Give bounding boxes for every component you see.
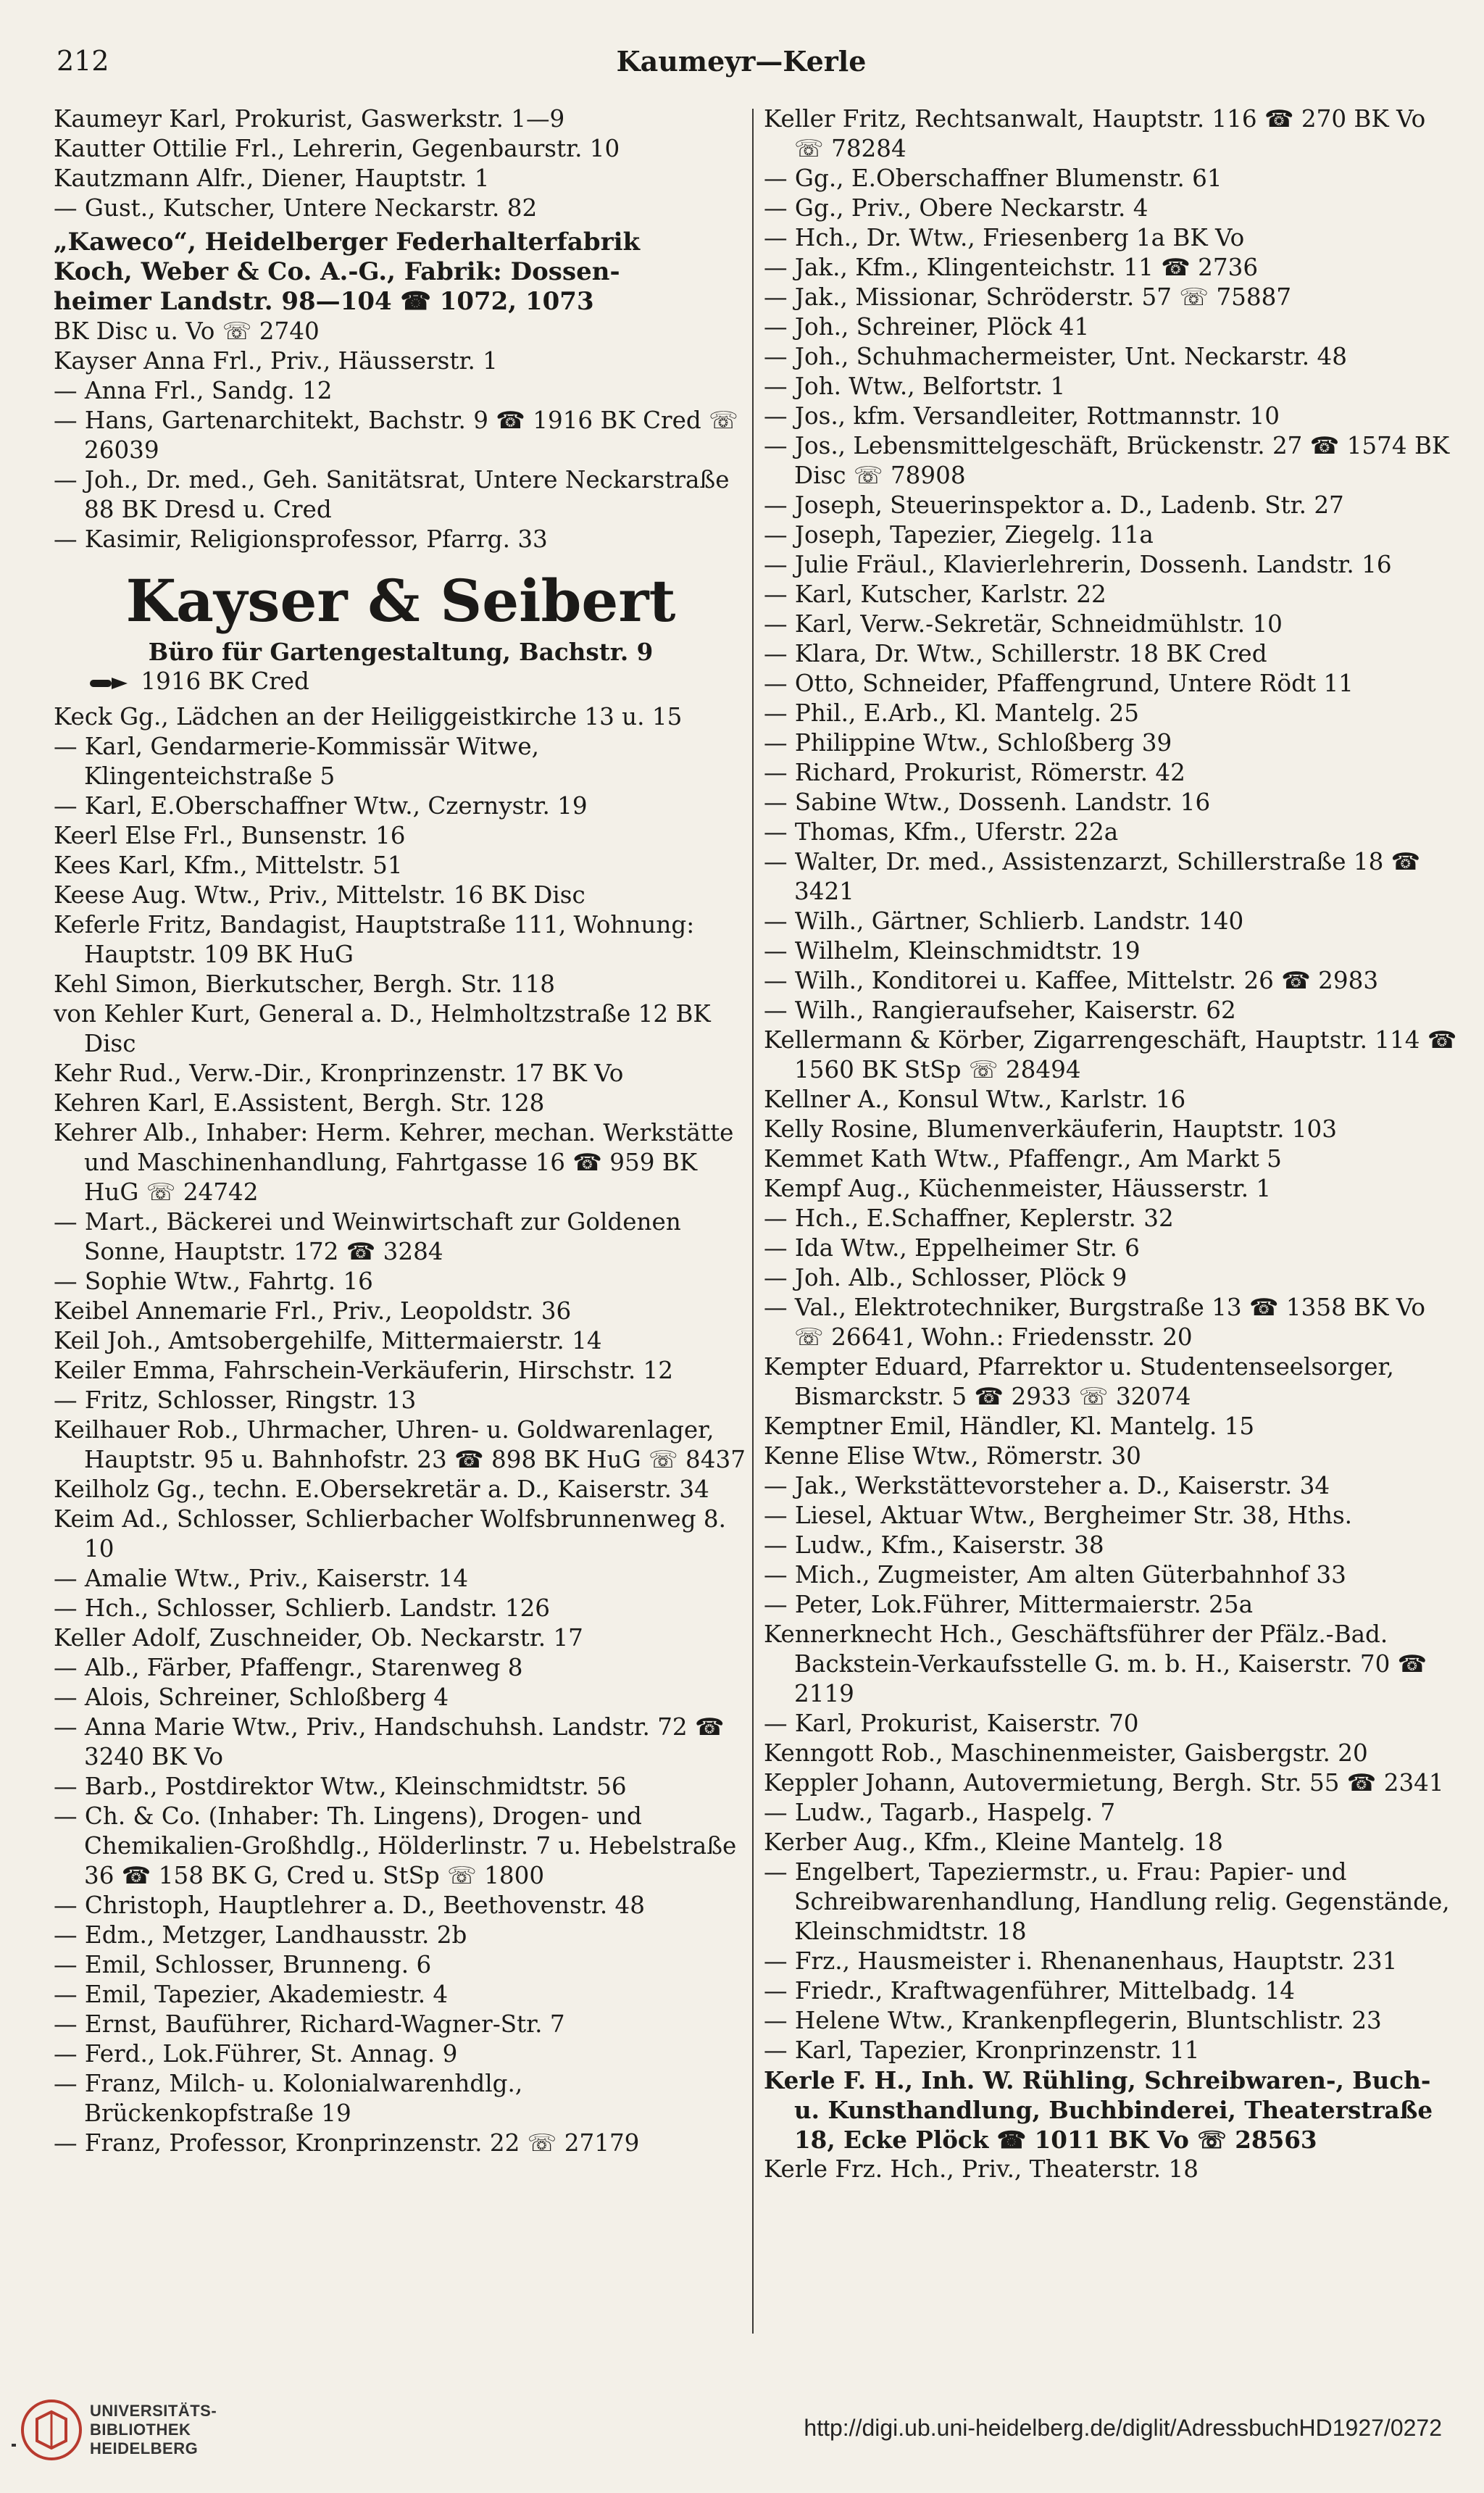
directory-entry: — Ernst, Bauführer, Richard-Wagner-Str. 7 <box>54 2010 565 2038</box>
kaweco-line-4: BK Disc u. Vo ☏ 2740 <box>54 317 320 345</box>
directory-entry: Keppler Johann, Autovermietung, Bergh. Str. 55 ☎ 2341 <box>764 1769 1444 1797</box>
directory-entry: Kehrer Alb., Inhaber: Herm. Kehrer, mechan. Werkstätte und Maschinenhandlung, Fahrtgasse 16 ☎ 959 BK HuG ☏ 24742 <box>54 1119 734 1206</box>
directory-entry: — Otto, Schneider, Pfaffengrund, Untere Rödt 11 <box>764 670 1354 697</box>
directory-entry: — Jos., Lebensmittelgeschäft, Brückenstr. 27 ☎ 1574 BK Disc ☏ 78908 <box>764 432 1450 489</box>
directory-entry: Kelly Rosine, Blumenverkäuferin, Hauptstr. 103 <box>764 1115 1337 1143</box>
directory-entry: — Thomas, Kfm., Uferstr. 22a <box>764 818 1119 846</box>
directory-entry: Kees Karl, Kfm., Mittelstr. 51 <box>54 852 403 879</box>
directory-entry: — Mart., Bäckerei und Weinwirtschaft zur Goldenen Sonne, Hauptstr. 172 ☎ 3284 <box>54 1208 681 1265</box>
directory-entry: — Helene Wtw., Krankenpflegerin, Bluntschlistr. 23 <box>764 2007 1382 2034</box>
directory-entry: — Karl, Gendarmerie-Kommissär Witwe, Klingenteichstraße 5 <box>54 733 539 790</box>
directory-entry: — Hch., Schlosser, Schlierb. Landstr. 126 <box>54 1594 551 1622</box>
directory-entry: — Fritz, Schlosser, Ringstr. 13 <box>54 1386 417 1414</box>
left-entries-c <box>54 702 748 2158</box>
directory-entry: — Richard, Prokurist, Römerstr. 42 <box>764 759 1185 786</box>
kayser-seibert-ad <box>54 565 748 696</box>
directory-entry: Keim Ad., Schlosser, Schlierbacher Wolfsbrunnenweg 8. 10 <box>54 1505 726 1562</box>
directory-entry: — Phil., E.Arb., Kl. Mantelg. 25 <box>764 699 1139 727</box>
directory-entry: Kehren Karl, E.Assistent, Bergh. Str. 128 <box>54 1089 545 1117</box>
left-column <box>54 104 748 2158</box>
directory-entry: — Franz, Professor, Kronprinzenstr. 22 ☏ 27179 <box>54 2129 640 2157</box>
kaweco-ad <box>54 228 748 346</box>
university-library-logo-icon <box>19 2397 84 2463</box>
directory-entry: — Ida Wtw., Eppelheimer Str. 6 <box>764 1234 1140 1262</box>
directory-entry: Keferle Fritz, Bandagist, Hauptstraße 111, Wohnung: Hauptstr. 109 BK HuG <box>54 911 695 968</box>
directory-entry: — Sabine Wtw., Dossenh. Landstr. 16 <box>764 788 1211 816</box>
directory-entry: Kautter Ottilie Frl., Lehrerin, Gegenbaurstr. 10 <box>54 135 620 162</box>
directory-entry: — Friedr., Kraftwagenführer, Mittelbadg. 14 <box>764 1977 1296 2005</box>
kaweco-line-1: „Kaweco“, Heidelberger Federhalterfabrik <box>54 228 641 257</box>
directory-entry: — Joseph, Steuerinspektor a. D., Ladenb. Str. 27 <box>764 491 1344 519</box>
directory-entry: — Emil, Tapezier, Akademiestr. 4 <box>54 1981 449 2008</box>
directory-entry: Kenngott Rob., Maschinenmeister, Gaisbergstr. 20 <box>764 1739 1368 1767</box>
directory-entry: — Joh., Schreiner, Plöck 41 <box>764 313 1090 341</box>
directory-entry: — Wilhelm, Kleinschmidtstr. 19 <box>764 937 1141 965</box>
directory-entry: Keilholz Gg., techn. E.Obersekretär a. D., Kaiserstr. 34 <box>54 1476 709 1503</box>
directory-entry: Keibel Annemarie Frl., Priv., Leopoldstr. 36 <box>54 1297 572 1325</box>
column-divider <box>752 109 754 2334</box>
directory-entry: — Ludw., Tagarb., Haspelg. 7 <box>764 1799 1116 1826</box>
kayser-seibert-phone: 1916 BK Cred <box>141 667 309 695</box>
directory-entry: — Peter, Lok.Führer, Mittermaierstr. 25a <box>764 1591 1254 1618</box>
directory-entry: — Ferd., Lok.Führer, St. Annag. 9 <box>54 2040 458 2068</box>
institution-line-1: UNIVERSITÄTS- <box>90 2402 217 2420</box>
margin-mark <box>12 2444 16 2447</box>
directory-entry: Kehr Rud., Verw.-Dir., Kronprinzenstr. 17 BK Vo <box>54 1060 624 1087</box>
directory-entry: Kennerknecht Hch., Geschäftsführer der Pfälz.-Bad. Backstein-Verkaufsstelle G. m. b. H., Kaiserstr. 70 ☎ 2119 <box>764 1620 1427 1707</box>
kaweco-line-2: Koch, Weber & Co. A.-G., Fabrik: Dossen- <box>54 257 620 286</box>
institution-name <box>90 2402 217 2458</box>
left-entries-b <box>54 346 748 554</box>
directory-entry: Keil Joh., Amtsobergehilfe, Mittermaierstr. 14 <box>54 1327 602 1354</box>
directory-entry: — Jos., kfm. Versandleiter, Rottmannstr. 10 <box>764 402 1280 430</box>
directory-entry: — Joh. Wtw., Belfortstr. 1 <box>764 373 1066 400</box>
institution-line-3: HEIDELBERG <box>90 2439 199 2457</box>
directory-entry: — Franz, Milch- u. Kolonialwarenhdlg., Brückenkopfstraße 19 <box>54 2070 523 2127</box>
directory-entry: — Wilh., Konditorei u. Kaffee, Mittelstr. 26 ☎ 2983 <box>764 967 1379 994</box>
kayser-seibert-title: Kayser & Seibert <box>125 567 676 635</box>
directory-entry: — Joseph, Tapezier, Ziegelg. 11a <box>764 521 1154 549</box>
directory-entry: Kemptner Emil, Händler, Kl. Mantelg. 15 <box>764 1412 1255 1440</box>
directory-entry: Kayser Anna Frl., Priv., Häusserstr. 1 <box>54 347 498 375</box>
right-column <box>764 104 1458 2184</box>
telephone-icon <box>90 677 128 690</box>
directory-entry: Kehl Simon, Bierkutscher, Bergh. Str. 118 <box>54 970 556 998</box>
directory-entry: — Edm., Metzger, Landhausstr. 2b <box>54 1921 467 1949</box>
directory-entry: Kerber Aug., Kfm., Kleine Mantelg. 18 <box>764 1828 1223 1856</box>
source-url[interactable]: http://digi.ub.uni-heidelberg.de/diglit/AdressbuchHD1927/0272 <box>804 2415 1442 2441</box>
directory-entry: — Karl, E.Oberschaffner Wtw., Czernystr. 19 <box>54 792 588 820</box>
directory-entry: — Amalie Wtw., Priv., Kaiserstr. 14 <box>54 1565 469 1592</box>
page-number: 212 <box>57 45 109 77</box>
directory-entry: — Philippine Wtw., Schloßberg 39 <box>764 729 1172 757</box>
directory-entry: — Gg., Priv., Obere Neckarstr. 4 <box>764 194 1149 222</box>
directory-entry: — Val., Elektrotechniker, Burgstraße 13 ☎ 1358 BK Vo ☏ 26641, Wohn.: Friedensstr. 20 <box>764 1294 1425 1351</box>
directory-entry: — Ludw., Kfm., Kaiserstr. 38 <box>764 1531 1104 1559</box>
kayser-seibert-phone-line <box>54 667 748 696</box>
directory-entry: — Anna Marie Wtw., Priv., Handschuhsh. Landstr. 72 ☎ 3240 BK Vo <box>54 1713 725 1770</box>
directory-entry: — Jak., Werkstättevorsteher a. D., Kaiserstr. 34 <box>764 1472 1330 1499</box>
directory-entry: Kempter Eduard, Pfarrektor u. Studentenseelsorger, Bismarckstr. 5 ☎ 2933 ☏ 32074 <box>764 1353 1394 1410</box>
directory-entry: Keller Fritz, Rechtsanwalt, Hauptstr. 116 ☎ 270 BK Vo ☏ 78284 <box>764 105 1426 162</box>
kayser-seibert-subtitle: Büro für Gartengestaltung, Bachstr. 9 <box>148 638 654 666</box>
directory-entry: — Walter, Dr. med., Assistenzarzt, Schillerstraße 18 ☎ 3421 <box>764 848 1421 905</box>
directory-entry: — Mich., Zugmeister, Am alten Güterbahnhof 33 <box>764 1561 1346 1589</box>
directory-entry: — Ch. & Co. (Inhaber: Th. Lingens), Drogen- und Chemikalien-Großhdlg., Hölderlinstr. 7 u. Hebelstraße 36 ☎ 158 BK G, Cred u. StSp ☏ 1800 <box>54 1802 737 1889</box>
directory-entry: — Jak., Missionar, Schröderstr. 57 ☏ 75887 <box>764 283 1292 311</box>
directory-entry: Kellermann & Körber, Zigarrengeschäft, Hauptstr. 114 ☎ 1560 BK StSp ☏ 28494 <box>764 1026 1457 1083</box>
directory-entry: Kemmet Kath Wtw., Pfaffengr., Am Markt 5 <box>764 1145 1282 1173</box>
page-header <box>57 39 1426 83</box>
directory-entry: — Julie Fräul., Klavierlehrerin, Dossenh. Landstr. 16 <box>764 551 1392 578</box>
right-entries <box>764 104 1458 2065</box>
directory-entry: Kellner A., Konsul Wtw., Karlstr. 16 <box>764 1086 1186 1113</box>
directory-entry: — Gg., E.Oberschaffner Blumenstr. 61 <box>764 165 1222 192</box>
directory-entry: — Karl, Verw.-Sekretär, Schneidmühlstr. 10 <box>764 610 1283 638</box>
directory-entry: Keerl Else Frl., Bunsenstr. 16 <box>54 822 406 849</box>
directory-entry: — Jak., Kfm., Klingenteichstr. 11 ☎ 2736 <box>764 254 1259 281</box>
directory-entry: Keese Aug. Wtw., Priv., Mittelstr. 16 BK Disc <box>54 881 585 909</box>
directory-entry: — Karl, Tapezier, Kronprinzenstr. 11 <box>764 2036 1200 2064</box>
directory-entry: — Alois, Schreiner, Schloßberg 4 <box>54 1683 449 1711</box>
directory-entry: — Emil, Schlosser, Brunneng. 6 <box>54 1951 432 1978</box>
directory-entry: Kempf Aug., Küchenmeister, Häusserstr. 1 <box>764 1175 1272 1202</box>
directory-entry: — Klara, Dr. Wtw., Schillerstr. 18 BK Cred <box>764 640 1267 667</box>
left-entries-a <box>54 104 748 223</box>
directory-entry: Kenne Elise Wtw., Römerstr. 30 <box>764 1442 1141 1470</box>
directory-entry: — Hch., Dr. Wtw., Friesenberg 1a BK Vo <box>764 224 1245 251</box>
directory-entry: — Christoph, Hauptlehrer a. D., Beethovenstr. 48 <box>54 1891 646 1919</box>
directory-entry: Keck Gg., Lädchen an der Heiliggeistkirche 13 u. 15 <box>54 703 683 731</box>
directory-entry: — Hans, Gartenarchitekt, Bachstr. 9 ☎ 1916 BK Cred ☏ 26039 <box>54 407 738 464</box>
institution-line-2: BIBLIOTHEK <box>90 2421 191 2439</box>
directory-entry: — Alb., Färber, Pfaffengr., Starenweg 8 <box>54 1654 523 1681</box>
directory-entry: — Joh., Dr. med., Geh. Sanitätsrat, Untere Neckarstraße 88 BK Dresd u. Cred <box>54 466 730 523</box>
directory-entry: — Anna Frl., Sandg. 12 <box>54 377 333 404</box>
directory-entry: — Gust., Kutscher, Untere Neckarstr. 82 <box>54 194 538 222</box>
directory-entry: Kautzmann Alfr., Diener, Hauptstr. 1 <box>54 165 490 192</box>
kerle-ad: Kerle F. H., Inh. W. Rühling, Schreibwaren-, Buch- u. Kunsthandlung, Buchbinderei, Theaterstraße 18, Ecke Plöck ☎ 1011 BK Vo ☏ 28563 <box>764 2066 1433 2154</box>
directory-entry: — Wilh., Gärtner, Schlierb. Landstr. 140 <box>764 907 1244 935</box>
last-right-entry: Kerle Frz. Hch., Priv., Theaterstr. 18 <box>764 2155 1199 2183</box>
directory-entry: — Sophie Wtw., Fahrtg. 16 <box>54 1268 373 1295</box>
directory-entry: — Liesel, Aktuar Wtw., Bergheimer Str. 38, Hths. <box>764 1502 1353 1529</box>
directory-entry: Kaumeyr Karl, Prokurist, Gaswerkstr. 1—9 <box>54 105 565 133</box>
directory-entry: — Wilh., Rangieraufseher, Kaiserstr. 62 <box>764 996 1236 1024</box>
directory-entry: Keilhauer Rob., Uhrmacher, Uhren- u. Goldwarenlager, Hauptstr. 95 u. Bahnhofstr. 23 ☎ 898 BK HuG ☏ 8437 <box>54 1416 746 1473</box>
directory-entry: von Kehler Kurt, General a. D., Helmholtzstraße 12 BK Disc <box>54 1000 711 1057</box>
directory-entry: — Kasimir, Religionsprofessor, Pfarrg. 33 <box>54 525 548 553</box>
directory-entry: — Karl, Prokurist, Kaiserstr. 70 <box>764 1710 1139 1737</box>
directory-entry: Keller Adolf, Zuschneider, Ob. Neckarstr. 17 <box>54 1624 583 1652</box>
directory-entry: — Karl, Kutscher, Karlstr. 22 <box>764 580 1106 608</box>
footer <box>0 2384 1484 2493</box>
directory-entry: Keiler Emma, Fahrschein-Verkäuferin, Hirschstr. 12 <box>54 1357 673 1384</box>
directory-entry: — Barb., Postdirektor Wtw., Kleinschmidtstr. 56 <box>54 1773 627 1800</box>
directory-entry: — Hch., E.Schaffner, Keplerstr. 32 <box>764 1204 1174 1232</box>
directory-entry: — Engelbert, Tapeziermstr., u. Frau: Papier- und Schreibwarenhandlung, Handlung relig. Gegenstände, Kleinschmidtstr. 18 <box>764 1858 1450 1945</box>
directory-entry: — Frz., Hausmeister i. Rhenanenhaus, Hauptstr. 231 <box>764 1947 1398 1975</box>
directory-entry: — Joh. Alb., Schlosser, Plöck 9 <box>764 1264 1127 1291</box>
kaweco-line-3: heimer Landstr. 98—104 ☎ 1072, 1073 <box>54 287 594 316</box>
running-head: Kaumeyr—Kerle <box>616 45 867 78</box>
directory-entry: — Joh., Schuhmachermeister, Unt. Neckarstr. 48 <box>764 343 1347 370</box>
